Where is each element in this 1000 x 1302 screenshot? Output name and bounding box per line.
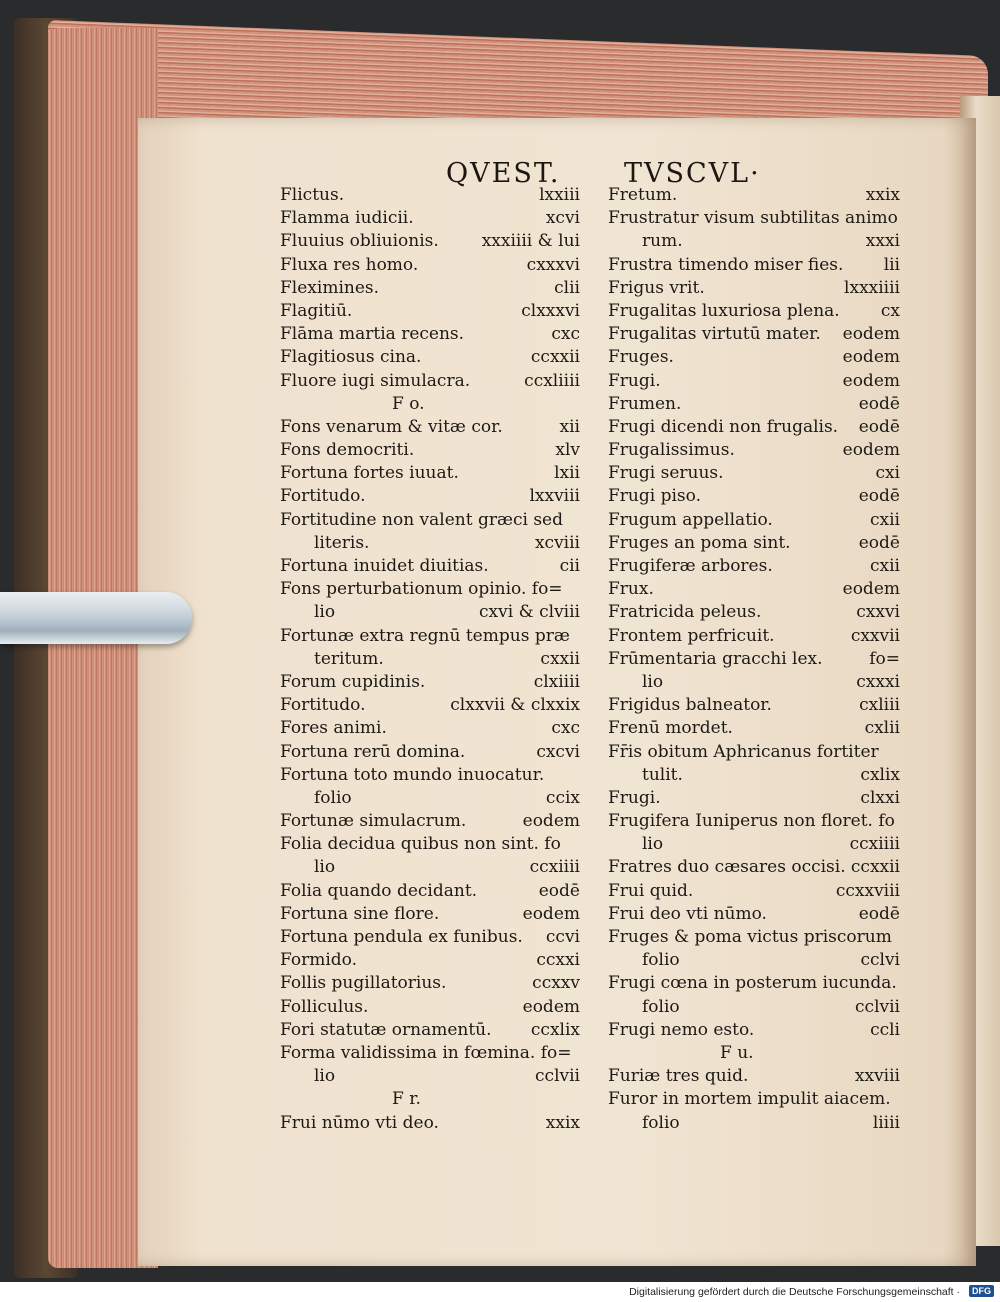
entry-text: Frugi piso. [608,486,701,507]
index-entry [280,903,580,926]
index-entry [608,833,900,856]
entry-folio: xcvi [545,208,580,229]
entry-text: lio [314,857,336,878]
index-entry [280,439,580,462]
entry-text: Fr̄is obitum Aphricanus fortiter [608,741,879,762]
entry-text: Frugifera Iuniperus non floret. fo [608,811,895,832]
entry-folio: xxix [545,1112,580,1133]
index-entry [608,1112,900,1135]
index-entry [608,880,900,903]
index-entry [608,207,900,230]
index-entry [280,671,580,694]
entry-folio: ccix [545,787,580,808]
entry-text: F o. [392,393,425,414]
entry-text: Fratricida peleus. [608,602,762,623]
entry-folio: eodē [858,903,900,924]
entry-text: Forum cupidinis. [280,671,426,692]
entry-text: Frūmentaria gracchi lex. [608,648,823,669]
entry-text: Fretum. [608,185,678,205]
entry-folio: cxxii [540,648,580,669]
entry-folio: eodē [538,880,580,901]
index-entry [608,393,900,416]
entry-folio: eodem [522,996,580,1017]
entry-text: Frui deo vti nūmo. [608,903,767,924]
entry-text: folio [642,950,680,971]
index-entry [280,1019,580,1042]
entry-folio: eodem [522,811,580,832]
index-entry [280,509,580,532]
index-entry [280,485,580,508]
entry-text: Furiæ tres quid. [608,1066,749,1087]
index-entry [280,300,580,323]
entry-text: Frugi seruus. [608,463,724,484]
entry-text: Frugalissimus. [608,440,735,461]
index-entry [608,856,900,879]
entry-folio: eodem [842,440,900,461]
index-entry [608,787,900,810]
entry-folio: clxxxvi [521,300,580,321]
index-entry [280,833,580,856]
entry-text: folio [642,996,680,1017]
index-entry [608,810,900,833]
entry-folio: cxii [870,509,900,530]
entry-folio: eodem [842,324,900,345]
index-entry [280,694,580,717]
index-entry [280,462,580,485]
entry-text: lio [642,834,664,855]
entry-folio: xlv [555,440,580,461]
entry-folio: liiii [872,1112,900,1133]
index-entry [608,648,900,671]
entry-text: Fruges & poma victus priscorum [608,927,892,947]
entry-text: Fons democriti. [280,440,415,461]
entry-text: Flictus. [280,185,345,205]
index-entry [280,323,580,346]
entry-folio: eodem [842,370,900,391]
entry-folio: xii [559,416,580,437]
entry-folio: ccxlix [530,1019,580,1040]
index-entry [608,1019,900,1042]
index-entry [608,717,900,740]
entry-folio: cxc [551,324,580,345]
index-entry [608,601,900,624]
entry-folio: cxxxvi [526,254,580,275]
entry-text: tulit. [642,764,683,785]
index-entry [280,370,580,393]
entry-folio: clxxvii & clxxix [450,695,580,716]
entry-folio: fo= [869,648,900,669]
entry-folio: xxix [865,185,900,205]
index-entry [280,880,580,903]
index-entry [280,207,580,230]
index-entry [280,949,580,972]
entry-text: Fori statutæ ornamentū. [280,1019,492,1040]
entry-text: folio [642,1112,680,1133]
entry-text: Flagitiū. [280,300,353,321]
entry-text: Fortuna rerū domina. [280,741,466,762]
index-entry [280,856,580,879]
entry-folio: ccxiiii [529,857,580,878]
index-entry [280,532,580,555]
entry-folio: ccxxi [536,950,580,971]
index-entry [280,555,580,578]
entry-folio: ccxiiii [849,834,900,855]
entry-text: Frugum appellatio. [608,509,773,530]
entry-text: Frustratur visum subtilitas animo [608,208,898,229]
index-entry [608,370,900,393]
entry-text: Folia quando decidant. [280,880,478,901]
entry-folio: ccvi [545,927,580,947]
index-entry [280,625,580,648]
index-entry [280,346,580,369]
entry-text: Fluore iugi simulacra. [280,370,471,391]
entry-text: Fortuna sine flore. [280,903,440,924]
index-entry [608,741,900,764]
entry-text: Fluxa res homo. [280,254,419,275]
entry-text: lio [314,1066,336,1087]
entry-folio: cxi [875,463,900,484]
entry-text: Furor in mortem impulit aiacem. [608,1089,891,1110]
index-entry [280,1112,580,1135]
index-entry [608,184,900,207]
entry-text: Fortitudo. [280,486,366,507]
index-entry [280,972,580,995]
entry-folio: cclvii [855,996,900,1017]
entry-folio: lxxxiiii [844,277,900,298]
entry-text: F r. [392,1089,421,1110]
index-entry [608,671,900,694]
entry-folio: cxxvi [856,602,900,623]
entry-text: Frugalitas virtutū mater. [608,324,821,345]
dfg-logo: DFG [969,1285,994,1297]
entry-folio: ccxxviii [835,880,900,901]
entry-folio: ccli [870,1019,900,1040]
entry-text: Fons venarum & vitæ cor. [280,416,503,437]
entry-text: folio [314,787,352,808]
entry-text: Fruges an poma sint. [608,532,791,553]
index-entry [608,764,900,787]
entry-folio: ccxxii [850,857,900,878]
entry-text: Frui nūmo vti deo. [280,1112,439,1133]
entry-text: Fortitudo. [280,695,366,716]
index-entry [608,1065,900,1088]
index-column-left [280,184,580,1135]
index-entry [608,625,900,648]
entry-text: Flamma iudicii. [280,208,414,229]
index-entry [608,462,900,485]
entry-folio: eodē [858,532,900,553]
entry-text: Fortuna pendula ex funibus. [280,927,523,947]
entry-folio: lxxiii [539,185,580,205]
entry-text: Frugi dicendi non frugalis. [608,416,839,437]
entry-folio: clxxi [860,787,900,808]
entry-folio: cxii [870,556,900,576]
footer-credit: Digitalisierung gefördert durch die Deutsche Forschungsgemeinschaft · [629,1286,960,1298]
entry-text: Fortuna fortes iuuat. [280,463,459,484]
entry-text: Follis pugillatorius. [280,973,447,994]
index-entry [608,485,900,508]
entry-text: Fleximines. [280,277,380,298]
index-entry [280,810,580,833]
index-entry [280,277,580,300]
index-entry [608,300,900,323]
index-entry [280,996,580,1019]
index-entry [280,764,580,787]
entry-folio: eodem [842,579,900,600]
entry-folio: ccxxv [532,973,580,994]
entry-text: Fruges. [608,347,674,368]
entry-folio: xxxiiii & lui [481,231,580,252]
index-entry [280,254,580,277]
entry-text: Frenū mordet. [608,718,733,739]
index-entry [608,323,900,346]
entry-text: Frigidus balneator. [608,695,772,716]
entry-text: Fores animi. [280,718,387,739]
entry-text: Frontem perfricuit. [608,625,775,646]
entry-text: Flāma martia recens. [280,324,465,345]
index-column-right [608,184,900,1135]
section-heading [280,393,580,416]
index-entry [280,601,580,624]
entry-text: Flagitiosus cina. [280,347,422,368]
entry-text: literis. [314,532,370,553]
index-entry [280,1065,580,1088]
index-entry [608,555,900,578]
entry-text: teritum. [314,648,384,669]
index-entry [280,926,580,949]
index-entry [608,903,900,926]
entry-folio: cxlix [860,764,900,785]
entry-folio: lii [883,254,900,275]
entry-text: Frumen. [608,393,682,414]
index-entry [280,578,580,601]
index-entry [280,230,580,253]
entry-text: rum. [642,231,683,252]
index-entry [608,694,900,717]
entry-folio: cclvii [535,1066,580,1087]
running-header-left: QVEST. [446,158,561,189]
index-entry [608,926,900,949]
index-entry [608,578,900,601]
entry-folio: xcviii [534,532,580,553]
index-entry [608,949,900,972]
entry-folio: cxxxi [856,671,900,692]
entry-text: Fons perturbationum opinio. fo= [280,579,563,600]
entry-folio: cxc [551,718,580,739]
entry-text: Fortuna toto mundo inuocatur. [280,764,545,785]
entry-folio: xxviii [854,1066,900,1087]
index-entry [280,717,580,740]
entry-folio: cclvi [860,950,900,971]
entry-folio: cxlii [864,718,900,739]
entry-text: Forma validissima in fœmina. fo= [280,1042,572,1063]
entry-text: Folia decidua quibus non sint. fo [280,834,561,855]
footer-bar [0,1282,1000,1302]
entry-folio: ccxliiii [524,370,580,391]
entry-folio: clii [554,277,580,298]
entry-folio: xxxi [865,231,900,252]
index-entry [608,972,900,995]
index-entry [280,648,580,671]
index-entry [608,509,900,532]
entry-text: Frugi cœna in posterum iucunda. [608,973,897,994]
entry-folio: cii [559,556,580,576]
glass-rod [0,592,192,644]
entry-text: Frustra timendo miser fies. [608,254,844,275]
entry-text: lio [642,671,664,692]
entry-text: Fortuna inuidet diuitias. [280,556,489,576]
entry-text: Frugi. [608,370,661,391]
index-entry [280,787,580,810]
running-header-right: TVSCVL· [624,158,761,189]
entry-folio: cxxvii [850,625,900,646]
index-entry [608,532,900,555]
entry-folio: cxvi & clviii [479,602,580,623]
entry-folio: eodē [858,393,900,414]
index-entry [608,230,900,253]
index-entry [608,277,900,300]
entry-folio: lxxviii [529,486,580,507]
index-entry [608,346,900,369]
entry-text: Fortunæ extra regnū tempus præ [280,625,570,646]
entry-text: Frugi nemo esto. [608,1019,755,1040]
section-heading [608,1042,900,1065]
entry-folio: eodē [858,486,900,507]
entry-text: Frigus vrit. [608,277,705,298]
entry-text: F u. [720,1042,754,1063]
index-entry [608,254,900,277]
index-entry [280,184,580,207]
index-entry [280,1042,580,1065]
entry-text: Fluuius obliuionis. [280,231,439,252]
index-entry [608,416,900,439]
entry-text: Frugalitas luxuriosa plena. [608,300,840,321]
index-entry [280,741,580,764]
index-entry [608,996,900,1019]
entry-text: Folliculus. [280,996,369,1017]
index-entry [280,416,580,439]
entry-text: Frugiferæ arbores. [608,556,773,576]
entry-text: Fortitudine non valent græci sed [280,509,563,530]
entry-folio: ccxxii [530,347,580,368]
index-entry [608,1088,900,1111]
entry-text: lio [314,602,336,623]
entry-text: Fratres duo cæsares occisi. [608,857,846,878]
entry-text: Frux. [608,579,654,600]
entry-folio: cx [880,300,900,321]
entry-text: Fortunæ simulacrum. [280,811,467,832]
entry-text: Formido. [280,950,358,971]
entry-text: Frui quid. [608,880,694,901]
entry-folio: cxliii [859,695,900,716]
entry-folio: lxii [554,463,580,484]
entry-folio: eodem [522,903,580,924]
entry-folio: clxiiii [533,671,580,692]
entry-folio: cxcvi [536,741,580,762]
entry-folio: eodē [858,416,900,437]
entry-text: Frugi. [608,787,661,808]
index-entry [608,439,900,462]
section-heading [280,1088,580,1111]
entry-folio: eodem [842,347,900,368]
